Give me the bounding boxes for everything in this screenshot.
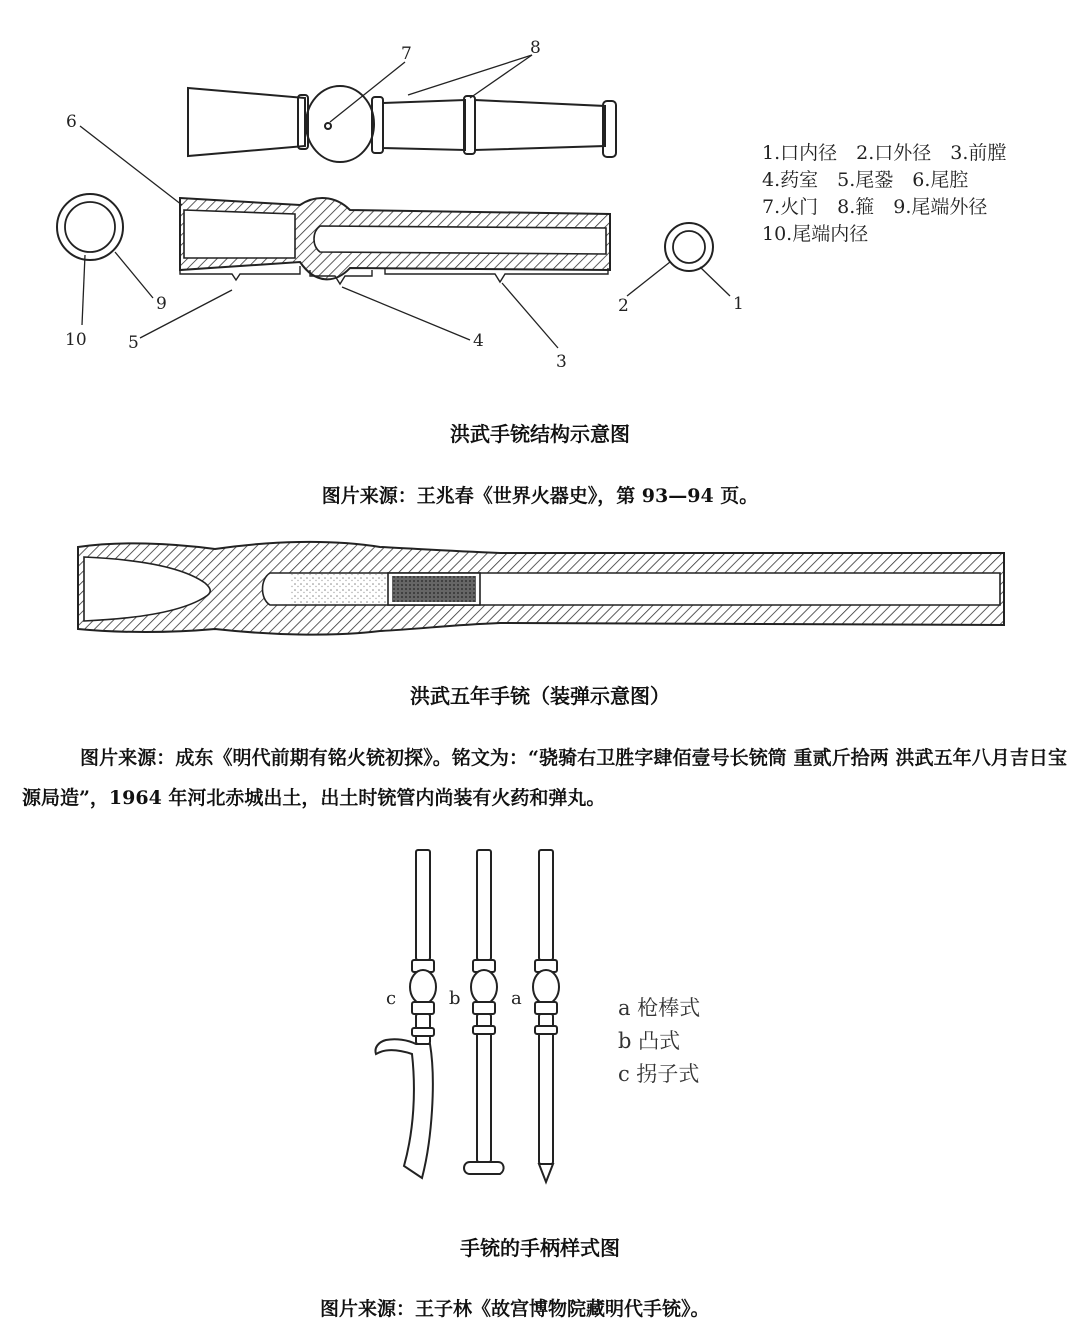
callout-number: 10: [65, 330, 87, 350]
gun-cross-section: [180, 198, 610, 279]
callout-number: 3: [556, 352, 567, 372]
figure3-source: 图片来源：王子林《故宫博物院藏明代手铳》。: [320, 1298, 710, 1320]
figure1-caption: 洪武手铳结构示意图: [450, 422, 630, 446]
callout-number: 2: [618, 296, 629, 316]
handle-letter: a: [511, 988, 522, 1009]
legend-item: 10.尾端内径: [762, 223, 869, 245]
callout-number: 7: [401, 44, 412, 64]
legend-item: 1.口内径: [762, 142, 838, 164]
callout-number: 6: [66, 112, 77, 132]
figure1-source: 图片来源：王兆春《世界火器史》，第 93—94 页。: [321, 485, 759, 507]
handle-styles-diagram: [0, 840, 1080, 1190]
legend-item: c 拐子式: [618, 1062, 700, 1086]
legend-item: 6.尾腔: [912, 169, 969, 191]
figure2-caption: 洪武五年手铳（装弹示意图）: [410, 684, 670, 708]
callout-number: 4: [473, 331, 484, 351]
legend-item: a 枪棒式: [618, 996, 701, 1020]
legend-item: 8.箍: [837, 196, 875, 218]
muzzle-circles: [665, 223, 713, 271]
callout-number: 9: [156, 294, 167, 314]
handle-letter: c: [386, 988, 397, 1009]
structure-legend: [762, 140, 1006, 248]
legend-item: 5.尾銎: [837, 169, 894, 191]
callout-number: 8: [530, 38, 541, 58]
legend-item: 4.药室: [762, 169, 819, 191]
legend-item: 3.前膛: [950, 142, 1007, 164]
tail-end-circles: [57, 194, 123, 260]
handle-legend: [618, 992, 700, 1091]
callout-number: 1: [733, 294, 744, 314]
callout-number: 5: [128, 333, 139, 353]
legend-item: 9.尾端外径: [893, 196, 988, 218]
figure3-caption: 手铳的手柄样式图: [460, 1236, 620, 1260]
legend-item: 2.口外径: [856, 142, 932, 164]
gun-external-view: [188, 86, 616, 162]
legend-item: 7.火门: [762, 196, 819, 218]
figure2-source: 图片来源：成东《明代前期有铭火铳初探》。铭文为：“骁骑右卫胜字肆佰壹号长铳筒 重贰斤拾两 洪武五年八月吉日宝源局造”，1964 年河北赤城出土，出土时铳管内尚装有火药和弹丸。: [22, 747, 1067, 809]
handle-letter: b: [449, 988, 461, 1009]
loading-diagram: [0, 535, 1080, 645]
legend-item: b 凸式: [618, 1029, 681, 1053]
